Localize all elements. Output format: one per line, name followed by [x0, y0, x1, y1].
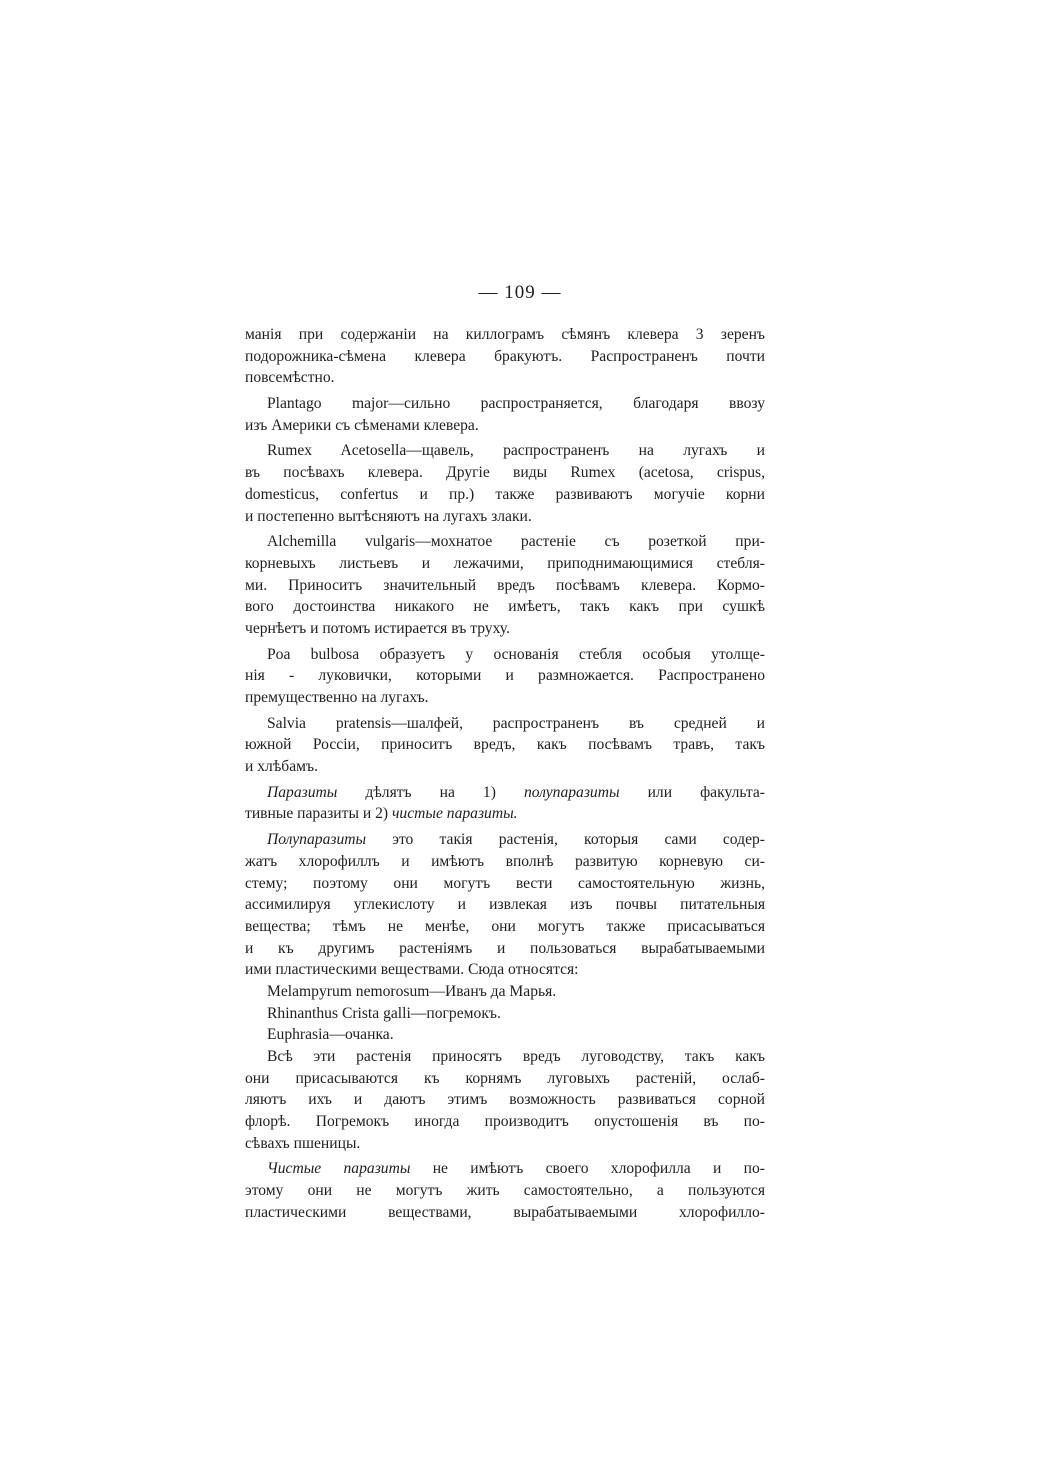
text-line: и къ другимъ растеніямъ и пользоваться вырабатываемыми: [245, 939, 765, 957]
text-line: [245, 1158, 765, 1180]
text-line: Всѣ эти растенія приносятъ вредъ луговодству, такъ какъ: [267, 1048, 765, 1065]
text-line: чернѣетъ и потомъ истирается въ труху.: [245, 619, 510, 637]
text-line: Plantago major—сильно распространяется, благодаря ввозу: [267, 395, 765, 413]
list-item: Rhinanthus Crista galli—погремокъ.: [267, 1004, 501, 1022]
italic-term: полупаразиты: [523, 783, 620, 801]
text-run: тивные паразиты и 2): [245, 805, 392, 823]
text-line: стему; поэтому они могутъ вести самостоятельную жизнь,: [245, 874, 765, 892]
list-item: Melampyrum nemorosum—Иванъ да Марья.: [267, 982, 557, 1000]
list-item: Euphrasia—очанка.: [267, 1026, 394, 1044]
text-line: Poa bulbosa образуетъ у основанія стебля особыя утолще-: [267, 645, 765, 663]
text-line: и хлѣбамъ.: [245, 758, 318, 776]
text-line: Rumex Acetosella—щавель, распространенъ на лугахъ и: [267, 442, 765, 460]
text-line: жатъ хлорофиллъ и имѣютъ вполнѣ развитую корневую си-: [245, 852, 765, 870]
paragraph-parasites: [245, 782, 765, 825]
text-line: манія при содержаніи на киллограмъ сѣмянъ клевера 3 зеренъ: [245, 326, 765, 343]
paragraph-semiparasites: [245, 829, 765, 981]
text-line: сѣвахъ пшеницы.: [245, 1134, 361, 1152]
text-line: подорожника-сѣмена клевера бракуютъ. Распространенъ почти: [245, 347, 765, 365]
text-line: вещества; тѣмъ не менѣе, они могутъ также присасываться: [245, 917, 765, 935]
text-line: они присасываются къ корнямъ луговыхъ растеній, ослаб-: [245, 1069, 765, 1087]
text-line: премущественно на лугахъ.: [245, 689, 429, 706]
text-run: или факульта-: [619, 783, 765, 801]
text-line: этому они не могутъ жить самостоятельно, а пользуются: [245, 1182, 765, 1200]
italic-term: Чистые паразиты: [267, 1160, 411, 1178]
body-text: [245, 324, 765, 1224]
text-line: Alchemilla vulgaris—мохнатое растеніе съ розеткой при-: [267, 533, 765, 551]
paragraph-1: [245, 324, 765, 389]
text-run: не имѣютъ своего хлорофилла и по-: [410, 1160, 765, 1178]
text-line: повсемѣстно.: [245, 369, 335, 387]
text-line: южной Россіи, приноситъ вредъ, какъ посѣвамъ травъ, такъ: [245, 736, 765, 754]
text-line: [245, 829, 765, 851]
text-line: и постепенно вытѣсняютъ на лугахъ злаки.: [245, 507, 532, 525]
italic-term: Паразиты: [267, 783, 338, 801]
paragraph-poa: [245, 644, 765, 709]
italic-term: чистые паразиты.: [391, 805, 518, 823]
text-line: ассимилируя углекислоту и извлекая изъ почвы питательныя: [245, 896, 765, 914]
paragraph-plantago: [245, 393, 765, 436]
paragraph-rumex: [245, 440, 765, 527]
text-line: вого достоинства никакого не имѣетъ, такъ какъ при сушкѣ: [245, 598, 765, 616]
text-line: Salvia pratensis—шалфей, распространенъ въ средней и: [267, 714, 765, 732]
text-line: [245, 782, 765, 804]
text-line: ими пластическими веществами. Сюда относятся:: [245, 961, 579, 979]
paragraph-salvia: [245, 713, 765, 778]
paragraph-harm: [245, 1046, 765, 1154]
page-number: — 109 —: [478, 282, 562, 303]
species-list: [245, 981, 765, 1046]
paragraph-alchemilla: [245, 531, 765, 639]
text-line: въ посѣвахъ клевера. Другіе виды Rumex (acetosa, crispus,: [245, 464, 765, 482]
text-line: ми. Приноситъ значительный вредъ посѣвамъ клевера. Кормо-: [245, 576, 765, 594]
text-line: domesticus, confertus и пр.) также развиваютъ могучіе корни: [245, 485, 765, 503]
text-line: флорѣ. Погремокъ иногда производитъ опустошенія въ по-: [245, 1113, 765, 1131]
text-line: нія - луковички, которыми и размножается. Распространено: [245, 667, 765, 685]
text-line: изъ Америки съ сѣменами клевера.: [245, 416, 479, 434]
text-run: это такія растенія, которыя сами содер-: [366, 831, 765, 849]
text-line: корневыхъ листьевъ и лежачими, приподнимающимися стебля-: [245, 554, 765, 572]
text-run: дѣлятъ на 1): [337, 783, 524, 801]
text-line: [245, 803, 765, 825]
paragraph-pure-parasites: [245, 1158, 765, 1223]
italic-term: Полупаразиты: [267, 831, 367, 849]
text-line: ляютъ ихъ и даютъ этимъ возможность развиваться сорной: [245, 1091, 765, 1109]
text-line: пластическими веществами, вырабатываемыми хлорофилло-: [245, 1203, 765, 1221]
